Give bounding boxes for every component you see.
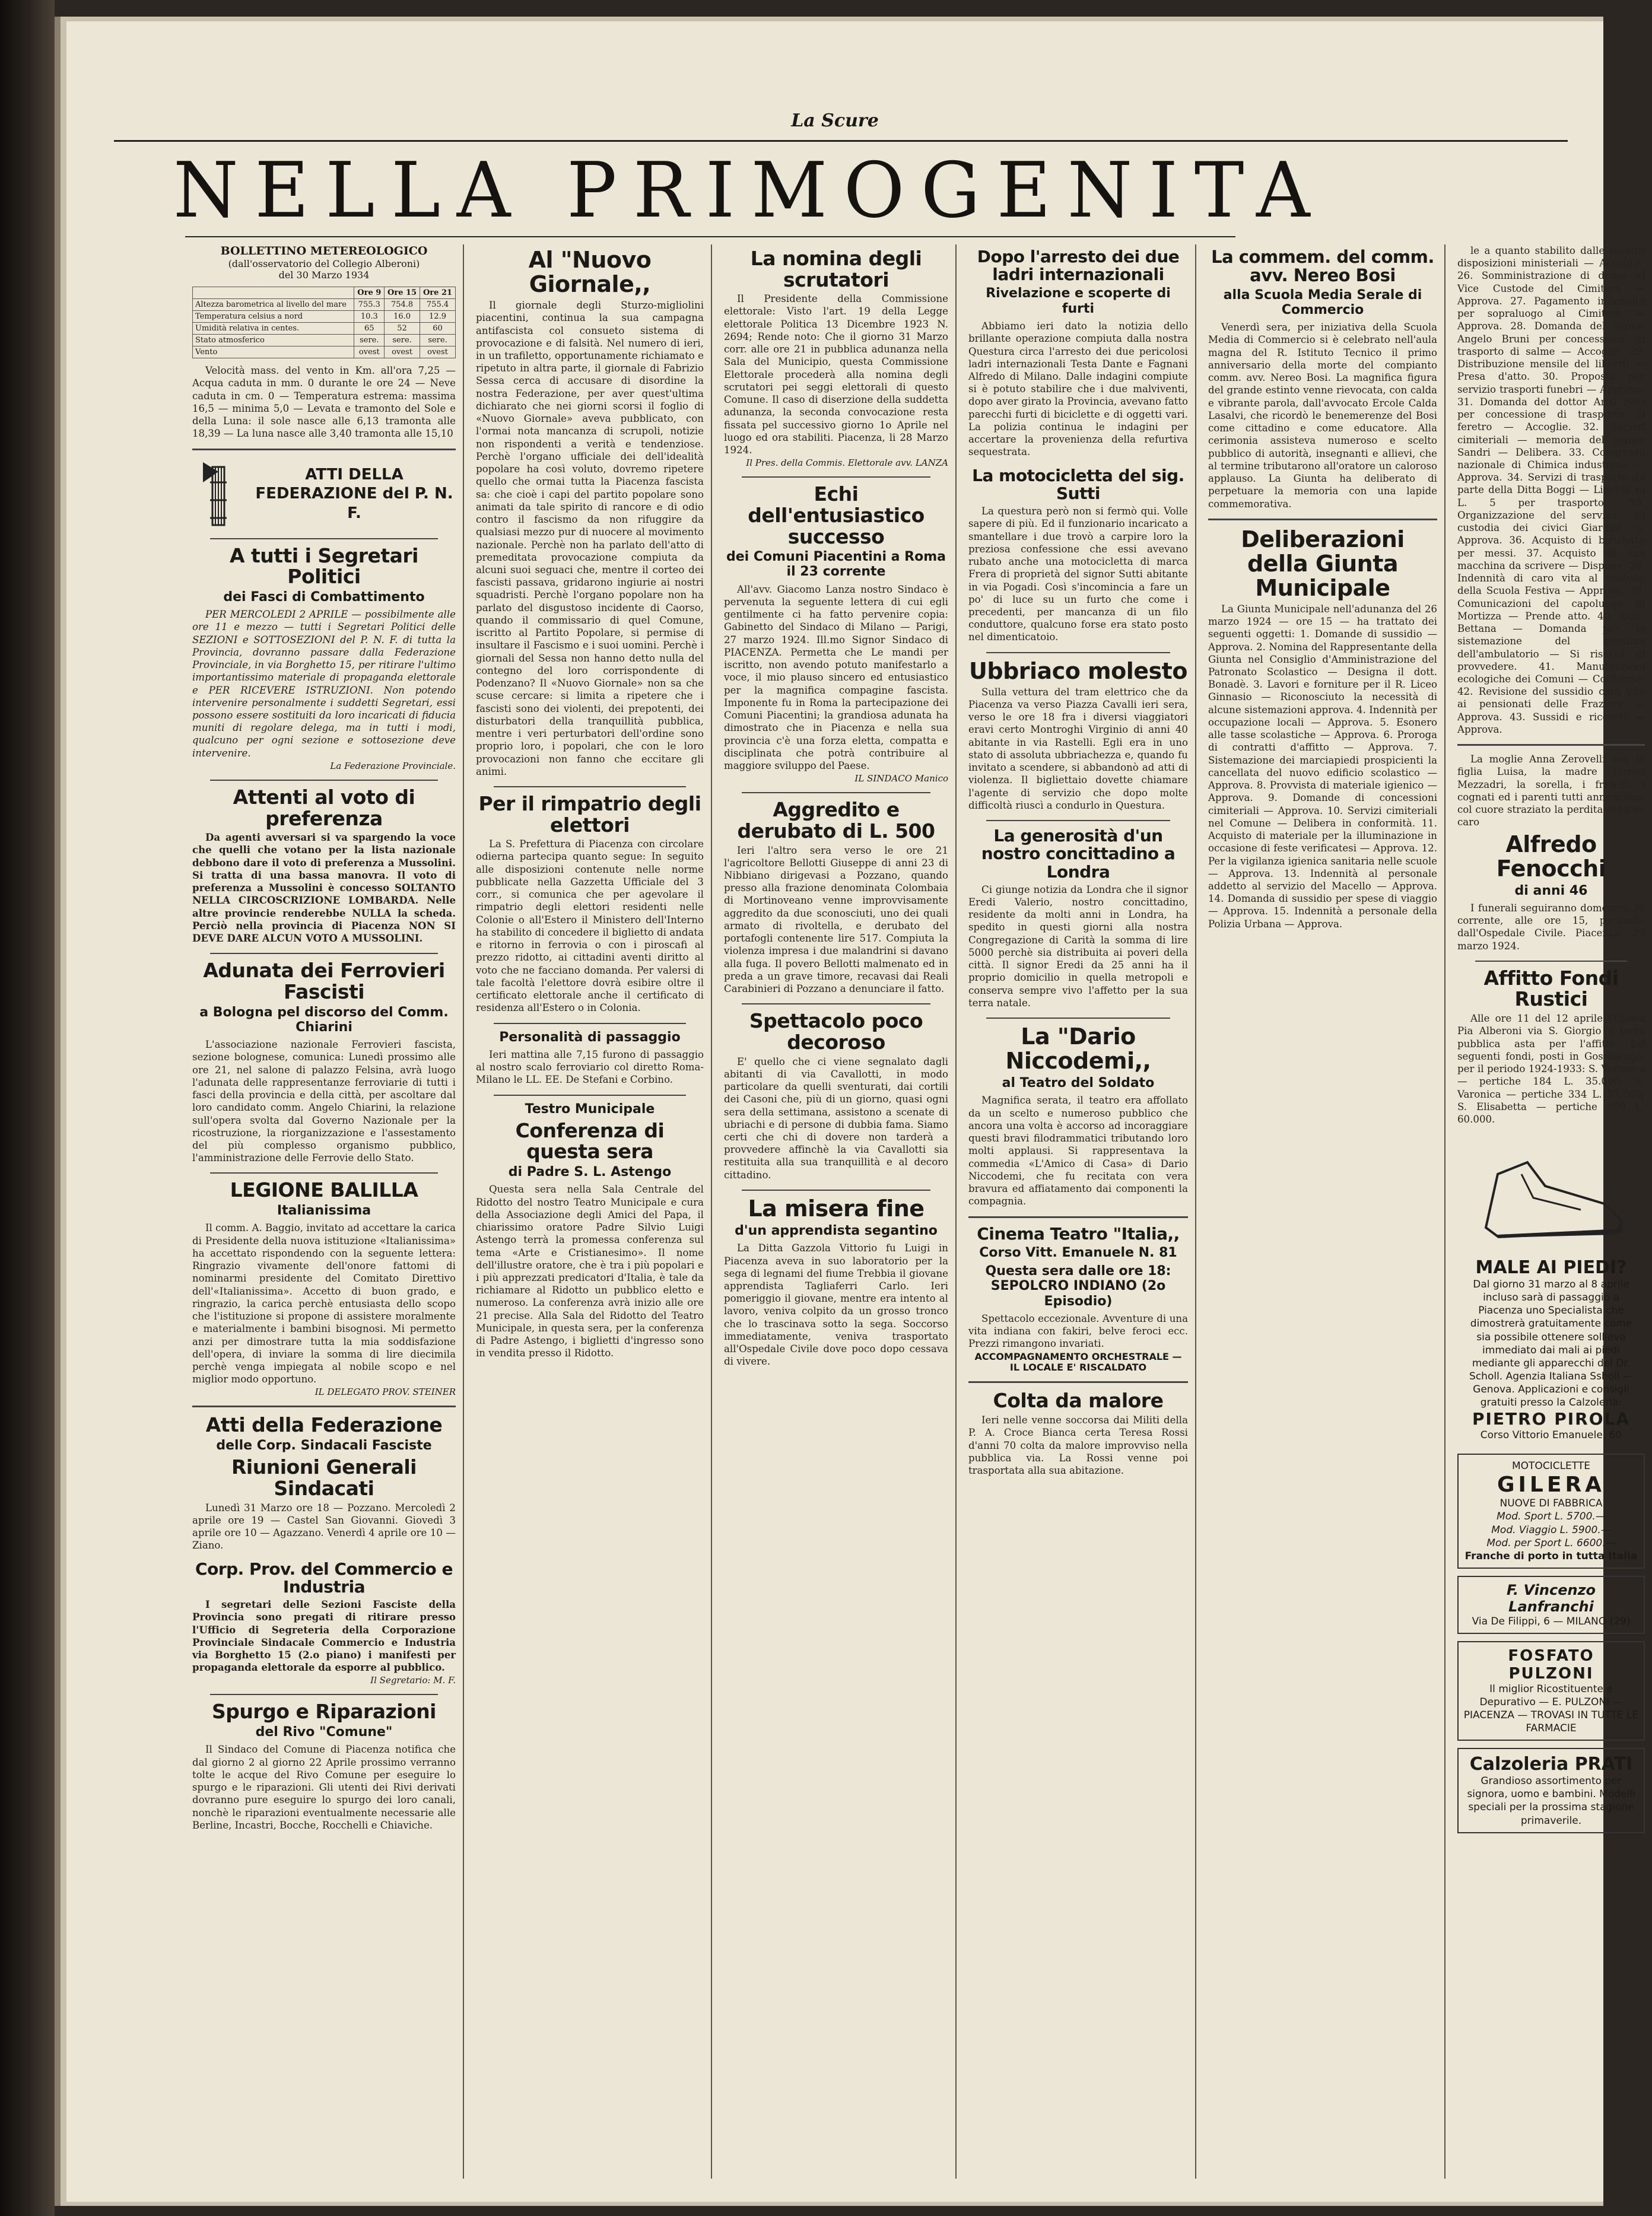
weather-table-cell: 755.4 bbox=[420, 299, 456, 311]
article bbox=[724, 248, 948, 468]
article-body: L'associazione nazionale Ferrovieri fascista, sezione bolognese, comunica: Lunedì prossimo alle ore 21, nel salone di palazzo Felsina, avrà luogo l'adunata delle rappresentanze ferroviarie di tutti i fasci della provincia e della città, per ascoltare dal loro candidato comm. Angelo Chiarini, la relazione sull'opera svolta dal Governo Nazionale per la ricostruzione, la riorganizzazione e l'assestamento del più complesso organismo pubblico, l'amministrazione delle Ferrovie dello Stato. bbox=[192, 1039, 456, 1164]
ad-address: Via De Filippi, 6 — MILANO (29) bbox=[1472, 1615, 1631, 1627]
column-6 bbox=[1450, 244, 1652, 2179]
notice-body: Alle ore 11 del 12 aprile l'Opera Pia Alberoni via S. Giorgio 3 terrà pubblica asta per l'affitto dei seguenti fondi, posti in Gossolengo, per il periodo 1924-1933: S. Veronica — pertiche 184 L. 35.000; S. Varonica — pertiche 334 L. 57.000; S. Elisabetta — pertiche 580 L. 60.000. bbox=[1457, 1013, 1645, 1125]
article bbox=[192, 545, 456, 771]
cinema-title: Cinema Teatro "Italia,, bbox=[977, 1223, 1180, 1244]
weather-table-row bbox=[193, 299, 456, 311]
article-title: Ubbriaco molesto bbox=[969, 657, 1187, 684]
page-title: NELLA PRIMOGENITA bbox=[173, 147, 1327, 235]
article bbox=[724, 484, 948, 784]
advertisement-foot-care bbox=[1457, 1134, 1645, 1446]
divider bbox=[210, 780, 438, 781]
article bbox=[1208, 527, 1437, 930]
article-title: Atti della Federazione bbox=[205, 1413, 443, 1437]
article-body: Il Sindaco del Comune di Piacenza notifica che dal giorno 2 al giorno 22 Aprile prossimo verranno tolte le acque del Rivo Comune per eseguire lo spurgo e le riparazioni. Gli utenti dei Rivi derivati dovranno pure eseguire lo spurgo dei loro canali, nonchè le riparazioni eventualmente necessarie alle Berline, Incastri, Bocche, Rocchelli e Chiaviche. bbox=[192, 1744, 456, 1831]
article-signature: IL SINDACO Manico bbox=[854, 773, 948, 784]
article-body: PER MERCOLEDI 2 APRILE — possibilmente alle ore 11 e mezzo — tutti i Segretari Politici delle SEZIONI e SOTTOSEZIONI del P. N. F. di tutta la Provincia, dovranno passare dalla Federazione Provinciale, in via Borghetto 15, per ritirare l'ultimo importantissimo materiale di propaganda elettorale e PER RICEVERE ISTRUZIONI. Non potendo intervenire personalmente i suddetti Segretari, essi possono essere sostituiti da loro incaricati di fiducia muniti di regolare delega, ma in tutti i modi, qualcuno per ogni sezione e sottosezione deve intervenire. bbox=[192, 609, 456, 759]
divider bbox=[210, 1694, 438, 1695]
bulletin-note: Velocità mass. del vento in Km. all'ora 7,25 — Acqua caduta in mm. 0 durante le ore 24 — Neve caduta in cm. 0 — Temperatura estrema: massima 16,5 — minima 5,0 — Levata e tramonto del Sole e della Luna: il sole nasce alle 6,13 tramonta alle 18,39 — La luna nasce alle 3,40 tramonta alle 15,10 bbox=[192, 365, 456, 440]
weather-table-cell: ovest bbox=[385, 346, 420, 358]
header-rule bbox=[114, 140, 1568, 142]
article-title: Colta da malore bbox=[993, 1389, 1164, 1413]
divider bbox=[968, 1381, 1188, 1383]
article-title: La "Dario Niccodemi,, bbox=[1005, 1023, 1151, 1074]
obituary bbox=[1457, 753, 1645, 952]
article bbox=[968, 1390, 1188, 1477]
weather-table-cell: sere. bbox=[420, 335, 456, 346]
column-3 bbox=[717, 244, 957, 2179]
article-title: Dopo l'arresto dei due ladri internazionali bbox=[977, 247, 1180, 285]
article bbox=[476, 1102, 704, 1360]
article-body: La S. Prefettura di Piacenza con circolare odierna partecipa quanto segue: In seguito alle disposizioni contenute nelle norme pubblicate nella Gazzetta Ufficiale del 3 corr., si comunica che per agevolare il rimpatrio degli elettori residenti nelle Colonie o all'Estero il Ministero dell'Interno ha stabilito di concedere il biglietto di andata e ritorno in ferrovia o con i piroscafi al prezzo ridotto, ai cittadini aventi diritto al voto che ne facciano domanda. Per valersi di tale facoltà l'elettore dovrà esibire oltre il certificato elettorale anche il certificato di residenza all'Estero o in Colonia. bbox=[476, 838, 704, 1014]
weather-table-cell: Altezza barometrica al livello del mare bbox=[193, 299, 354, 311]
divider bbox=[1457, 744, 1645, 746]
article-signature: IL DELEGATO PROV. STEINER bbox=[314, 1387, 456, 1398]
divider bbox=[210, 538, 438, 539]
article bbox=[1208, 248, 1437, 510]
bulletin-date: del 30 Marzo 1934 bbox=[278, 269, 370, 281]
article bbox=[476, 793, 704, 1015]
article-title: Aggredito e derubato di L. 500 bbox=[737, 798, 935, 842]
article-title: Echi dell'entusiastico successo bbox=[748, 482, 925, 548]
article-title: La generosità d'un nostro concittadino a Londra bbox=[981, 826, 1176, 882]
ad-title: MALE AI PIEDI? bbox=[1475, 1257, 1627, 1279]
article-subtitle: d'un apprendista segantino bbox=[735, 1223, 938, 1238]
article-title: La misera fine bbox=[748, 1195, 925, 1222]
article-body: Ieri mattina alle 7,15 furono di passaggio al nostro scalo ferroviario col diretto Roma-Milano le LL. EE. De Stefani e Corbino. bbox=[476, 1048, 704, 1086]
section-title: Testro Municipale bbox=[525, 1101, 655, 1117]
article-subtitle: Rivelazione e scoperte di furti bbox=[986, 286, 1171, 316]
weather-table-cell: 12.9 bbox=[420, 311, 456, 323]
weather-table-cell: ovest bbox=[420, 346, 456, 358]
ad-price-3: Mod. per Sport L. 6600.— bbox=[1486, 1537, 1616, 1549]
weather-table-row bbox=[193, 323, 456, 335]
weather-table-cell: 65 bbox=[354, 323, 385, 335]
cinema-show: Questa sera dalle ore 18: SEPOLCRO INDIANO (2o Episodio) bbox=[985, 1264, 1171, 1309]
cinema-listing bbox=[968, 1225, 1188, 1374]
newspaper-page bbox=[66, 21, 1645, 2202]
article-body: La questura però non si fermò qui. Volle sapere di più. Ed il funzionario incaricato a smantellare i due trovò a carpire loro la preziosa confessione che essi avevano rubato anche una motocicletta di marca Frera di proprietà del signor Sutti abitante in via Pogadi. Così s'incomincia a fare un po' di luce su un furto che come i precedenti, per mancanza di un filo conduttore, qualcuno forse era stato posto nel dimenticatoio. bbox=[968, 505, 1188, 643]
weather-table-cell: Temperatura celsius a nord bbox=[193, 311, 354, 323]
article-title: Adunata dei Ferrovieri Fascisti bbox=[203, 959, 445, 1003]
weather-table-cell: Umidità relativa in centes. bbox=[193, 323, 354, 335]
ad-tagline: NUOVE DI FABBRICA bbox=[1499, 1498, 1603, 1510]
article-body: Sulla vettura del tram elettrico che da Piacenza va verso Piazza Cavalli ieri sera, verso le ore 18 fra i diversi viaggiatori eravi certo Montroghi Virginio di anni 40 abitante in via Rastelli. Egli era in uno stato di assoluta ubbriachezza e, quando fu invitato a scendere, si abbandonò ad atti di violenza. Il bigliettaio dovette chiamare l'agente di servizio che dopo molte difficoltà riuscì a condurlo in Questura. bbox=[968, 686, 1188, 811]
article-title: LEGIONE BALILLA bbox=[230, 1178, 418, 1202]
weather-table-cell: 16.0 bbox=[385, 311, 420, 323]
advertisement-pulzoni bbox=[1457, 1641, 1645, 1741]
divider bbox=[1208, 519, 1437, 520]
article-body: le a quanto stabilito dalle recenti disposizioni ministeriali — Accoglie. 26. Somministrazione di divisa al Vice Custode del Cimitero — Approva. 27. Pagamento indennità per sopraluogo al Cimitero — Approva. 28. Domanda del signor Angelo Bruni per concessione di trasporto di salme — Accoglie. 29. Distribuzione mensile del libretti — Presa d'atto. 30. Proposta per servizio trasporti funebri — Approva. 31. Domanda del dottor Arisi Bosi per concessione di trasporto di feretro — Accoglie. 32. Servizi cimiteriali — memoria del signor Sandri — Delibera. 33. Congresso nazionale di Chimica industriale — Approva. 34. Servizi di trasporto da parte della Ditta Boggi — Liquida in L. 5 per trasporto. 35. Organizzazione del servizio di custodia dei civici Giardini — Approva. 36. Acquisto di biciclette per messi. 37. Acquisto di una macchina da scrivere — Dispone. 38. Indennità di caro vita al custode della Scuola Festiva — Approva. 39. Comunicazioni del capoluogo di Mortizza — Prende atto. 40. Dott. Bettana — Domanda per la sistemazione del giardino dell'ambulatorio — Si riserva di provvedere. 41. Manutenzioni ecologiche dei Comuni — Conferma. 42. Revisione del sussidio caro vita ai pensionati delle Frazioni — Approva. 43. Sussidi e ricoveri — Approva. bbox=[1457, 245, 1645, 735]
article-subtitle: delle Corp. Sindacali Fasciste bbox=[216, 1438, 432, 1454]
cinema-body: Spettacolo eccezionale. Avventure di una vita indiana con fakiri, belve feroci ecc. Prezzi rimangono invariati. bbox=[968, 1313, 1188, 1350]
article-body: La Giunta Municipale nell'adunanza del 26 marzo 1924 — ore 15 — ha trattato dei seguenti oggetti: 1. Domande di sussidio — Approva. 2. Nomina del Rappresentante della Giunta nel Consiglio d'Amministrazione del Patronato Scolastico — Designa il dott. Bonadè. 3. Lavori e forniture per il R. Liceo Ginnasio — Riconosciuto la necessità di alcune sistemazioni approva. 4. Indennità per occupazione locali — Approva. 5. Esonero alle tasse scolastiche — Approva. 6. Proroga di contratti d'affitto — Approva. 7. Sistemazione dei marciapiedi prospicienti la cancellata del nuovo edificio scolastico — Approva. 8. Provvista di materiale igienico — Approva. 9. Domande di concessioni cimiteriali — Approva. 10. Servizi cimiteriali nel Comune — Delibera in conformità. 11. Acquisto di materiale per la illuminazione in occasione di feste verificatesi — Approva. 12. Per la vigilanza igienica sanitaria nelle scuole — Approva. 13. Indennità al personale addetto al servizio del Macello — Approva. 14. Domanda di sussidio per spese di viaggio — Approva. 15. Indennità a personale della Polizia Urbana — Approva. bbox=[1208, 603, 1437, 930]
article-subtitle: al Teatro del Soldato bbox=[1002, 1076, 1155, 1091]
article-body: Magnifica serata, il teatro era affollato da un scelto e numeroso pubblico che ancora una volta è accorso ad incoraggiare questi bravi filodrammatici tributando loro molti applausi. Si rappresentava la commedia «L'Amico di Casa» di Dario Niccodemi, che fu recitata con vera bravura ed affiatamento dai componenti la compagnia. bbox=[968, 1095, 1188, 1207]
ad-name: F. Vincenzo Lanfranchi bbox=[1506, 1581, 1596, 1615]
weather-table-header: Ore 9 bbox=[354, 287, 385, 299]
article-title: Attenti al voto di preferenza bbox=[233, 785, 415, 830]
article bbox=[192, 787, 456, 945]
weather-table bbox=[192, 287, 456, 358]
article-signature: Il Segretario: M. F. bbox=[370, 1675, 456, 1686]
article-subtitle: alla Scuola Media Serale di Commercio bbox=[1223, 287, 1422, 317]
obituary-intro: La moglie Anna Zerovelli con la figlia Luisa, la madre Teresa Mezzadri, la sorella, i fratelli, i cognati ed i parenti tutti annunciano col cuore straziato la perdita del loro caro bbox=[1457, 753, 1645, 828]
column-2 bbox=[469, 244, 712, 2179]
weather-table-cell: 755.3 bbox=[354, 299, 385, 311]
article-body: Ieri l'altro sera verso le ore 21 l'agricoltore Bellotti Giuseppe di anni 23 di Nibbiano dirigevasi a Pozzano, quando presso alla frazione denominata Colombaia di Mortinoveano venne improvvisamente aggredito da due sconosciuti, uno dei quali armato di rivoltella, e derubato del portafogli contenente lire 517. Compiuta la violenza impresa i due malandrini si davano alla fuga. Il povero Bellotti malmenato ed in preda a un grave timore, recavasi dai Reali Carabinieri di Pozzano a denunciare il fatto. bbox=[724, 844, 948, 995]
federation-header bbox=[192, 459, 456, 530]
article-subtitle: a Bologna pel discorso del Comm. Chiarini bbox=[199, 1004, 449, 1035]
column-1 bbox=[185, 244, 464, 2179]
ad-brand: GILERA bbox=[1497, 1473, 1606, 1498]
ad-price-2: Mod. Viaggio L. 5900.— bbox=[1491, 1524, 1611, 1536]
article bbox=[968, 1025, 1188, 1207]
article-subtitle: Italianissima bbox=[277, 1203, 371, 1219]
advertisement-lanfranchi bbox=[1457, 1576, 1645, 1634]
article-body: Lunedì 31 Marzo ore 18 — Pozzano. Mercoledì 2 aprile ore 19 — Castel San Giovanni. Giovedì 3 aprile ore 10 — Agazzano. Venerdì 4 aprile ore 10 — Ziano. bbox=[192, 1502, 456, 1551]
article-subtitle: del Rivo "Comune" bbox=[255, 1725, 393, 1740]
article bbox=[192, 1560, 456, 1686]
article bbox=[968, 248, 1188, 459]
article-body: Ieri nelle venne soccorsa dai Militi della P. A. Croce Bianca certa Teresa Rossi d'anni 70 colta da malore improvviso nella pubblica via. La Rossi venne poi trasportata alla sua abitazione. bbox=[968, 1414, 1188, 1477]
cinema-notice: ACCOMPAGNAMENTO ORCHESTRALE — IL LOCALE E' RISCALDATO bbox=[974, 1350, 1182, 1374]
divider bbox=[742, 792, 930, 793]
column-4 bbox=[961, 244, 1196, 2179]
bulletin-subtitle: (dall'osservatorio del Collegio Alberoni) bbox=[228, 257, 420, 269]
ad-footer: Franche di porto in tutta Italia bbox=[1464, 1550, 1638, 1562]
weather-table-row bbox=[193, 311, 456, 323]
weather-table-header bbox=[193, 287, 354, 299]
article bbox=[192, 960, 456, 1164]
weather-bulletin bbox=[192, 244, 456, 440]
divider bbox=[986, 1018, 1170, 1019]
cinema-address: Corso Vitt. Emanuele N. 81 bbox=[979, 1245, 1177, 1260]
divider bbox=[192, 1406, 456, 1407]
divider bbox=[1475, 961, 1627, 962]
article-subtitle: dei Fasci di Combattimento bbox=[223, 589, 425, 605]
article bbox=[968, 659, 1188, 812]
title-rule bbox=[185, 236, 1235, 237]
article-body: E' quello che ci viene segnalato dagli abitanti di via Cavallotti, in modo particolare da quelli sventurati, dai cortili dei Casoni che, più di un giorno, quasi ogni sera della settimana, assistono a scenate di ubriachi e di persone di dubbia fama. Siamo certi che chi di dovere non tarderà a provvedere affinchè la via Cavallotti sia restituita alla sua tranquillità e al decoro cittadino. bbox=[724, 1055, 948, 1181]
article-subtitle: di Padre S. L. Astengo bbox=[508, 1165, 672, 1180]
ad-body: Il miglior Ricostituente e Depurativo — E. PULZONI — PIACENZA — TROVASI IN TUTTE LE FARMACIE bbox=[1463, 1683, 1639, 1735]
article bbox=[192, 1701, 456, 1832]
article-title: La nomina degli scrutatori bbox=[750, 247, 922, 291]
weather-table-cell: ovest bbox=[354, 346, 385, 358]
article-title: Personalità di passaggio bbox=[499, 1029, 681, 1045]
article-body: Il giornale degli Sturzo-migliolini piacentini, continua la sua campagna antifascista col consueto sistema di provocazione e di falsità. Nel numero di ieri, in un trafiletto, opportunamente richiamato e ripetuto in altra parte, il giornale di Fabrizio Sessa cerca di accusare di disordine la nostra Federazione, per aver quest'ultima dichiarato che nei giorni scorsi il foglio di «Nuovo Giornale» aveva pubblicato, con l'ormai nota mancanza di scrupoli, notizie non rispondenti a verità e tendenziose. Perchè l'organo ufficiale dei dell'idealità popolare ha così voluto, dovremo ripetere quello che ormai tutta la Piacenza fascista sa: che cioè i capi del partito popolare sono animati da tale spirito di rancore e di odio contro il fascismo da non rifuggire da qualsiasi mezzo pur di nuocere al movimento nazionale. Perchè non ha parlato dell'atto di premeditata provocazione compiuta da alcuni suoi seguaci che, mentre il corteo dei fascisti passava, gridarono ingiurie ai nostri squadristi. Perchè l'organo popolare non ha parlato del disgustoso incidente di Caorso, quando il commissario di quel Comune, iscritto al Partito Popolare, si permise di insultare il Fascismo e i suoi uomini. Perchè i giornali del Sessa non hanno detto nulla del contegno del loro corrispondente di Podenzano? Il «Nuovo Giornale» non sa che scuse cercare: si limita a ripetere che i fascisti sono dei violenti, dei prepotenti, dei disturbatori della tranquillità pubblica, mentre i veri perturbatori dell'ordine sono proprio loro, i popolari, che con le loro provocazioni non fanno che eccitare gli animi. bbox=[476, 300, 704, 777]
article-title: Conferenza di questa sera bbox=[515, 1118, 665, 1163]
ad-shop: PIETRO PIROLA bbox=[1472, 1409, 1631, 1429]
weather-table-cell: sere. bbox=[385, 335, 420, 346]
divider bbox=[210, 953, 438, 954]
article-title: A tutti i Segretari Politici bbox=[229, 543, 418, 589]
obituary-age: di anni 46 bbox=[1514, 883, 1588, 898]
shoe-illustration-icon bbox=[1462, 1139, 1640, 1257]
notice-title: Affitto Fondi Rustici bbox=[1483, 966, 1619, 1011]
article-body: Questa sera nella Sala Centrale del Ridotto del nostro Teatro Municipale e cura della Associazione degli Amici del Papa, il chiarissimo oratore Padre Silvio Luigi Astengo terrà la promessa conferenza sul tema «Arte e Cristianesimo». Il nome dell'illustre oratore, che è tra i più popolari e i più apprezzati predicatori d'Italia, è tale da richiamare al Ridotto un pubblico eletto e numeroso. La conferenza avrà inizio alle ore 21 precise. Alla Sala del Ridotto del Teatro Municipale, in questa sera, per la conferenza di Padre Astengo, i biglietti d'ingresso sono in vendita presso il Ridotto. bbox=[476, 1184, 704, 1359]
article-title: Spettacolo poco decoroso bbox=[749, 1009, 923, 1054]
ad-body: Dal giorno 31 marzo al 8 aprile incluso sarà di passaggio a Piacenza uno Specialista che dimostrerà gratuitamente come sia possibile ottenere sollievo immediato dai mali ai piedi mediante gli apparecchi del Dr. Scholl. Agenzia Italiana Ssholl — Genova. Applicazioni e consigli gratuiti presso la Calzoleria: bbox=[1469, 1279, 1633, 1409]
divider bbox=[192, 449, 456, 450]
weather-table-header: Ore 21 bbox=[420, 287, 456, 299]
article-title: Corp. Prov. del Commercio e Industria bbox=[195, 1559, 453, 1597]
advertisement-gilera bbox=[1457, 1454, 1645, 1569]
weather-table-cell: 754.8 bbox=[385, 299, 420, 311]
divider bbox=[210, 1172, 438, 1174]
article-title: Riunioni Generali Sindacati bbox=[231, 1455, 417, 1500]
article bbox=[968, 827, 1188, 1009]
weather-table-cell: 60 bbox=[420, 323, 456, 335]
article-body: Venerdì sera, per iniziativa della Scuola Media di Commercio si è celebrato nell'aula magna del R. Istituto Tecnico il primo anniversario della morte del compianto comm. avv. Nereo Bosi. La magnifica figura del grande estinto venne rievocata, con calda e vibrante parola, dall'avvocato Ercole Calda Lasalvi, che ricordò le benemerenze del Bosi come cittadino e come educatore. Alla cerimonia assisteva numeroso e scelto pubblico di autorità, insegnanti e allievi, che al termine tributarono all'oratore un caloroso applauso. La Giunta ha deliberato di perpetuare la memoria con una lapide commemorativa. bbox=[1208, 322, 1437, 510]
weather-table-cell: Stato atmosferico bbox=[193, 335, 354, 346]
article bbox=[724, 799, 948, 995]
article-title: Spurgo e Riparazioni bbox=[212, 1700, 436, 1724]
article-signature: Il Pres. della Commis. Elettorale avv. LANZA bbox=[746, 457, 948, 469]
article-body: I segretari delle Sezioni Fasciste della Provincia sono pregati di ritirare presso l'Ufficio di Segreteria della Corporazione Provinciale Sindacale Commercio e Industria via Borghetto 15 (2.o piano) i manifesti per propaganda elettorale da esporre al pubblico. bbox=[192, 1598, 456, 1674]
obituary-details: I funerali seguiranno domenica 30 corrente, alle ore 15, partendo dall'Ospedale Civile. Piacenza, 29 marzo 1924. bbox=[1457, 902, 1645, 952]
weather-table-row bbox=[193, 346, 456, 358]
ad-brand: Calzoleria PRATI bbox=[1469, 1754, 1633, 1775]
divider bbox=[986, 820, 1170, 821]
weather-table-cell: 52 bbox=[385, 323, 420, 335]
article bbox=[476, 248, 704, 778]
obituary-name: Alfredo Fenocchi bbox=[1496, 831, 1606, 882]
weather-table-cell: Vento bbox=[193, 346, 354, 358]
article bbox=[724, 1010, 948, 1181]
weather-table-header: Ore 15 bbox=[385, 287, 420, 299]
weather-table-cell: sere. bbox=[354, 335, 385, 346]
divider bbox=[494, 1023, 686, 1024]
divider bbox=[494, 786, 686, 787]
divider bbox=[742, 1190, 930, 1191]
article-body: All'avv. Giacomo Lanza nostro Sindaco è pervenuta la seguente lettera di cui egli gentilmente ci ha fatto pervenire copia: Gabinetto del Sindaco di Milano — Parigi, 27 marzo 1924. Ill.mo Signor Sindaco di PIACENZA. Permetta che Le mandi per iscritto, non avendo potuto manifestarlo a voce, il mio plauso sincero ed entusiastico per la magnifica compagine fascista. Imponente fu in Roma la partecipazione dei Comuni Piacentini; la grandiosa adunata ha dimostrato che in Piacenza e nella sua provincia c'è una forza eletta, compatta e disciplinata che potrà contribuire al maggiore sviluppo del Paese. bbox=[724, 583, 948, 772]
federation-title: ATTI DELLA FEDERAZIONE del P. N. F. bbox=[255, 465, 453, 522]
column-5 bbox=[1201, 244, 1446, 2179]
article bbox=[1457, 244, 1645, 736]
bulletin-title: BOLLETTINO METEREOLOGICO bbox=[220, 244, 428, 257]
article bbox=[192, 1414, 456, 1551]
article-body: Da agenti avversari si va spargendo la voce che quelli che votano per la lista nazionale debbono dare il voto di preferenza a Mussolini. Si tratta di una bassa manovra. Il voto di preferenza a Mussolini è concesso SOLTANTO NELLA CIRCOSCRIZIONE LOMBARDA. Nelle altre provincie renderebbe NULLA la scheda. Perciò nella provincia di Piacenza NON SI DEVE DARE ALCUN VOTO A MUSSOLINI. bbox=[192, 831, 456, 945]
running-head: La Scure bbox=[791, 110, 879, 131]
weather-table-cell: 10.3 bbox=[354, 311, 385, 323]
article-title: Per il rimpatrio degli elettori bbox=[478, 791, 701, 837]
divider bbox=[494, 1095, 686, 1096]
ad-address: Corso Vittorio Emanuele, 60 bbox=[1480, 1429, 1622, 1442]
advertisement-prati bbox=[1457, 1748, 1645, 1833]
article-title: Deliberazioni della Giunta Municipale bbox=[1241, 526, 1405, 601]
article bbox=[476, 1030, 704, 1086]
article-title: La commem. del comm. avv. Nereo Bosi bbox=[1211, 247, 1434, 286]
article-signature: La Federazione Provinciale. bbox=[330, 760, 456, 771]
article-title: Al "Nuovo Giornale,, bbox=[528, 247, 652, 298]
article-body: Ci giunge notizia da Londra che il signor Eredi Valerio, nostro concittadino, residente da molti anni in Londra, ha spedito in questi giorni alla nostra Congregazione di Carità la somma di lire 5000 perchè sia distribuita ai poveri della città. Il signor Eredi da 25 anni ha il proprio domicilio in quella metropoli e conserva sempre vivo l'affetto per la sua terra natale. bbox=[968, 883, 1188, 1009]
article-body: Abbiamo ieri dato la notizia dello brillante operazione compiuta dalla nostra Questura circa l'arresto dei due pericolosi ladri internazionali Testa Dante e Fagnani Alfredo di Milano. Dalle indagini compiute si è potuto stabilire che i due malviventi, dopo aver girato la Provincia, avevano fatto parecchi furti di biciclette e di oggetti vari. La polizia continua le indagini per accertare la provenienza della refurtiva sequestrata. bbox=[968, 320, 1188, 458]
divider bbox=[968, 1216, 1188, 1218]
book-binding bbox=[0, 0, 55, 2216]
divider bbox=[742, 1003, 930, 1004]
ad-brand: FOSFATO PULZONI bbox=[1508, 1646, 1594, 1683]
article bbox=[724, 1197, 948, 1368]
notice bbox=[1457, 968, 1645, 1126]
fasces-emblem-icon bbox=[192, 459, 244, 530]
divider bbox=[986, 652, 1170, 653]
article-body: Il Presidente della Commissione elettorale: Visto l'art. 19 della Legge elettorale Politica 13 Dicembre 1923 N. 2694; Rende noto: Che il giorno 31 Marzo corr. alle ore 21 in pubblica adunanza nella Sala del Municipio, questa Commissione Elettorale procederà alla nomina degli scrutatori pei seggi elettorali di questo Comune. Il caso di diserzione della suddetta adunanza, la seconda convocazione resta fissata pel successivo giorno 1o Aprile nel luogo ed ora stabiliti. Piacenza, li 28 Marzo 1924. bbox=[724, 293, 948, 456]
weather-table-row bbox=[193, 335, 456, 346]
article-subtitle: dei Comuni Piacentini a Roma il 23 corrente bbox=[726, 549, 946, 580]
article-title: La motocicletta del sig. Sutti bbox=[972, 465, 1184, 503]
ad-body: Grandioso assortimento per signora, uomo e bambini. Modelli speciali per la prossima stagione primaverile. bbox=[1467, 1775, 1635, 1827]
ad-title: MOTOCICLETTE bbox=[1512, 1460, 1590, 1473]
article bbox=[968, 467, 1188, 644]
article-body: Il comm. A. Baggio, invitato ad accettare la carica di Presidente della nuova istituzione «Italianissima» ha accettato rispondendo con la seguente lettera: Ringrazio vivamente dell'onore fattomi di nominarmi presidente del Comitato Direttivo dell'«Italianissima». Accetto di buon grado, e ringrazio, la carica perchè entusiasta dello scopo che l'istituzione si propone di assistere moralmente e materialmente i bambini bisognosi. Mi permetto anzi per dimostrare tutta la mia soddisfazione dell'opera, di inviare la somma di lire diecimila perchè venga impiegata al nobile scopo e nel miglior modo opportuno. bbox=[192, 1222, 456, 1385]
article bbox=[192, 1179, 456, 1397]
ad-price-1: Mod. Sport L. 5700.— bbox=[1497, 1511, 1606, 1523]
divider bbox=[742, 476, 930, 478]
article-body: La Ditta Gazzola Vittorio fu Luigi in Piacenza aveva in suo laboratorio per la sega di legnami del fiume Trebbia il giovane apprendista Tagliaferri Carlo. Ieri pomeriggio il giovane, mentre era intento al lavoro, veniva colpito da un grosso tronco che lo trascinava sotto la sega. Soccorso immediatamente, veniva trasportato all'Ospedale Civile dove poco dopo cessava di vivere. bbox=[724, 1242, 948, 1368]
